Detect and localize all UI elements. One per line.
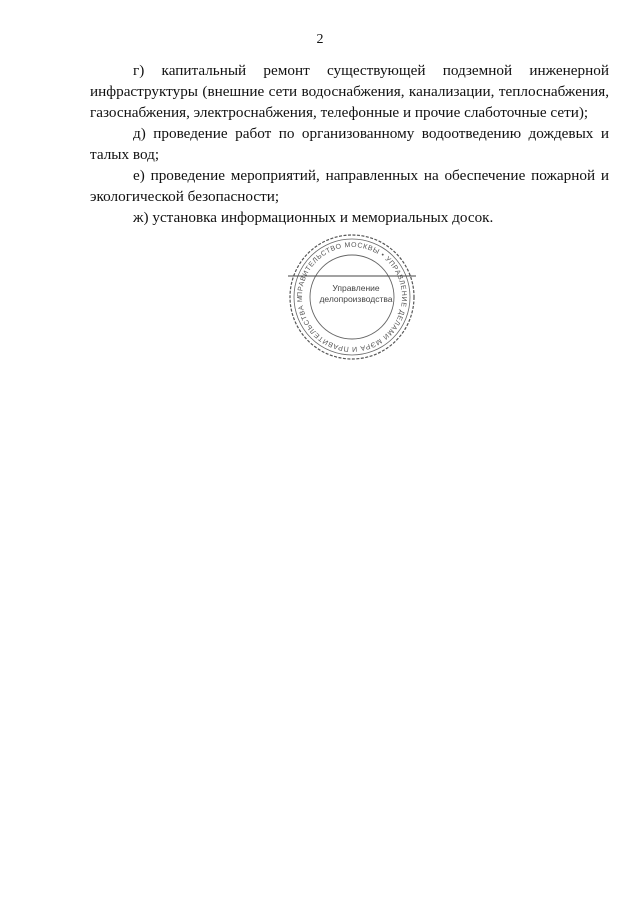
page-number: 2 [316, 32, 324, 47]
seal-label-line1: Управление [332, 283, 380, 293]
paragraph-e: е) проведение мероприятий, направленных на обеспечение пожарной и экологической безопасности; [90, 167, 609, 205]
document-body [90, 60, 609, 228]
seal-label-line2: делопроизводства [319, 294, 393, 304]
seal-ring-text: ПРАВИТЕЛЬСТВО МОСКВЫ • УПРАВЛЕНИЕ ДЕЛАМИ МЭРА И ПРАВИТЕЛЬСТВА М [296, 241, 408, 353]
official-seal-stamp [288, 233, 416, 361]
paragraph-g: г) капитальный ремонт существующей подземной инженерной инфраструктуры (внешние сети водоснабжения, канализации, теплоснабжения, газоснабжения, электроснабжения, телефонные и прочие слаботочные сети); [90, 62, 609, 121]
paragraph-d: д) проведение работ по организованному водоотведению дождевых и талых вод; [90, 125, 609, 163]
paragraph-zh: ж) установка информационных и мемориальных досок. [133, 209, 494, 226]
